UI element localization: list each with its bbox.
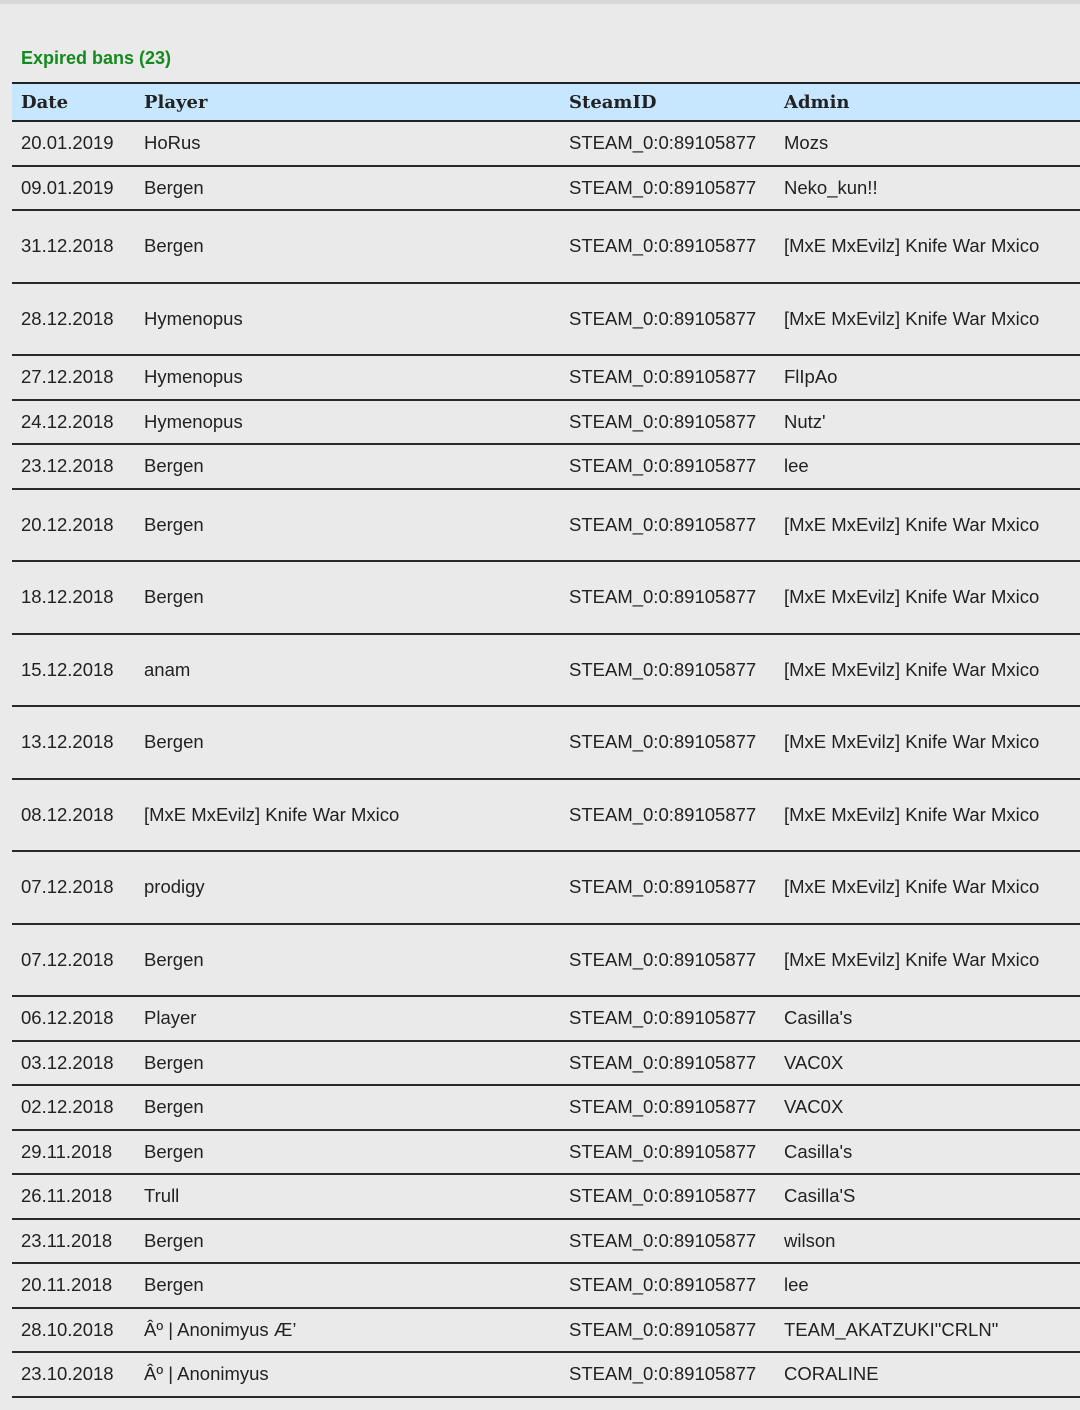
cell-steamid: STEAM_0:0:89105877 [560,355,775,400]
cell-admin: lee [775,444,1080,489]
cell-admin: wilson [775,1219,1080,1264]
cell-admin: lee [775,1263,1080,1308]
cell-steamid: STEAM_0:0:89105877 [560,996,775,1041]
cell-admin: [MxE MxEvilz] Knife War Mxico [775,706,1080,779]
table-row [12,1130,1080,1175]
cell-player: Hymenopus [135,355,560,400]
cell-steamid: STEAM_0:0:89105877 [560,851,775,924]
cell-date: 28.12.2018 [12,283,135,356]
cell-player: Bergen [135,924,560,997]
table-row [12,1263,1080,1308]
cell-player: HoRus [135,121,560,166]
cell-admin: VAC0X [775,1085,1080,1130]
column-header-player: Player [135,83,560,121]
cell-player: Bergen [135,1219,560,1264]
table-row [12,1219,1080,1264]
cell-admin: FlIpAo [775,355,1080,400]
table-row [12,210,1080,283]
cell-admin: [MxE MxEvilz] Knife War Mxico [775,561,1080,634]
table-body [12,121,1080,1397]
cell-player: Bergen [135,166,560,211]
column-header-admin: Admin [775,83,1080,121]
table-row [12,1085,1080,1130]
table-row [12,561,1080,634]
column-header-date: Date [12,83,135,121]
table-header-row [12,83,1080,121]
cell-steamid: STEAM_0:0:89105877 [560,1085,775,1130]
cell-admin: Casilla'S [775,1174,1080,1219]
cell-admin: Mozs [775,121,1080,166]
table-row [12,1352,1080,1397]
table-row [12,996,1080,1041]
cell-steamid: STEAM_0:0:89105877 [560,1219,775,1264]
cell-date: 23.10.2018 [12,1352,135,1397]
cell-player: Bergen [135,210,560,283]
table-row [12,779,1080,852]
cell-player: [MxE MxEvilz] Knife War Mxico [135,779,560,852]
cell-date: 06.12.2018 [12,996,135,1041]
cell-admin: Neko_kun!! [775,166,1080,211]
cell-admin: Casilla's [775,996,1080,1041]
cell-player: Bergen [135,1085,560,1130]
table-row [12,1174,1080,1219]
cell-date: 15.12.2018 [12,634,135,707]
cell-date: 28.10.2018 [12,1308,135,1353]
cell-player: Hymenopus [135,400,560,445]
cell-date: 07.12.2018 [12,924,135,997]
table-row [12,706,1080,779]
cell-date: 24.12.2018 [12,400,135,445]
cell-steamid: STEAM_0:0:89105877 [560,444,775,489]
cell-admin: [MxE MxEvilz] Knife War Mxico [775,779,1080,852]
cell-date: 20.01.2019 [12,121,135,166]
cell-date: 07.12.2018 [12,851,135,924]
cell-steamid: STEAM_0:0:89105877 [560,706,775,779]
expired-bans-table [12,82,1080,1398]
cell-admin: VAC0X [775,1041,1080,1086]
cell-steamid: STEAM_0:0:89105877 [560,561,775,634]
cell-player: Bergen [135,706,560,779]
table-row [12,851,1080,924]
cell-date: 08.12.2018 [12,779,135,852]
cell-steamid: STEAM_0:0:89105877 [560,1352,775,1397]
table-row [12,1308,1080,1353]
cell-admin: [MxE MxEvilz] Knife War Mxico [775,634,1080,707]
top-divider [0,0,1080,4]
table-row [12,355,1080,400]
cell-steamid: STEAM_0:0:89105877 [560,210,775,283]
cell-steamid: STEAM_0:0:89105877 [560,1041,775,1086]
cell-admin: Casilla's [775,1130,1080,1175]
cell-admin: [MxE MxEvilz] Knife War Mxico [775,489,1080,562]
cell-admin: [MxE MxEvilz] Knife War Mxico [775,851,1080,924]
cell-steamid: STEAM_0:0:89105877 [560,924,775,997]
cell-date: 20.12.2018 [12,489,135,562]
table-row [12,924,1080,997]
cell-steamid: STEAM_0:0:89105877 [560,779,775,852]
cell-steamid: STEAM_0:0:89105877 [560,489,775,562]
cell-player: Bergen [135,444,560,489]
cell-date: 09.01.2019 [12,166,135,211]
cell-player: Âº | Anonimyus Æ’ [135,1308,560,1353]
cell-steamid: STEAM_0:0:89105877 [560,1308,775,1353]
table-row [12,283,1080,356]
cell-player: anam [135,634,560,707]
cell-player: Bergen [135,1263,560,1308]
cell-admin: [MxE MxEvilz] Knife War Mxico [775,283,1080,356]
column-header-steamid: SteamID [560,83,775,121]
cell-date: 23.12.2018 [12,444,135,489]
cell-steamid: STEAM_0:0:89105877 [560,400,775,445]
cell-date: 23.11.2018 [12,1219,135,1264]
table-row [12,121,1080,166]
section-title: Expired bans (23) [21,48,172,68]
cell-admin: Nutz' [775,400,1080,445]
cell-date: 20.11.2018 [12,1263,135,1308]
cell-steamid: STEAM_0:0:89105877 [560,1174,775,1219]
cell-steamid: STEAM_0:0:89105877 [560,634,775,707]
cell-date: 02.12.2018 [12,1085,135,1130]
table-row [12,166,1080,211]
cell-steamid: STEAM_0:0:89105877 [560,121,775,166]
cell-date: 27.12.2018 [12,355,135,400]
cell-player: Hymenopus [135,283,560,356]
cell-player: Bergen [135,489,560,562]
table-row [12,444,1080,489]
cell-admin: TEAM_AKATZUKI"CRLN" [775,1308,1080,1353]
table-row [12,400,1080,445]
cell-player: Bergen [135,1130,560,1175]
cell-player: prodigy [135,851,560,924]
cell-steamid: STEAM_0:0:89105877 [560,1263,775,1308]
cell-date: 31.12.2018 [12,210,135,283]
cell-player: Bergen [135,1041,560,1086]
cell-player: Trull [135,1174,560,1219]
cell-date: 26.11.2018 [12,1174,135,1219]
cell-date: 13.12.2018 [12,706,135,779]
table-row [12,1041,1080,1086]
cell-admin: CORALINE [775,1352,1080,1397]
table-row [12,634,1080,707]
cell-date: 03.12.2018 [12,1041,135,1086]
cell-steamid: STEAM_0:0:89105877 [560,166,775,211]
cell-admin: [MxE MxEvilz] Knife War Mxico [775,210,1080,283]
cell-steamid: STEAM_0:0:89105877 [560,1130,775,1175]
cell-player: Âº | Anonimyus [135,1352,560,1397]
cell-date: 29.11.2018 [12,1130,135,1175]
cell-player: Bergen [135,561,560,634]
cell-steamid: STEAM_0:0:89105877 [560,283,775,356]
table-row [12,489,1080,562]
cell-player: Player [135,996,560,1041]
cell-date: 18.12.2018 [12,561,135,634]
cell-admin: [MxE MxEvilz] Knife War Mxico [775,924,1080,997]
